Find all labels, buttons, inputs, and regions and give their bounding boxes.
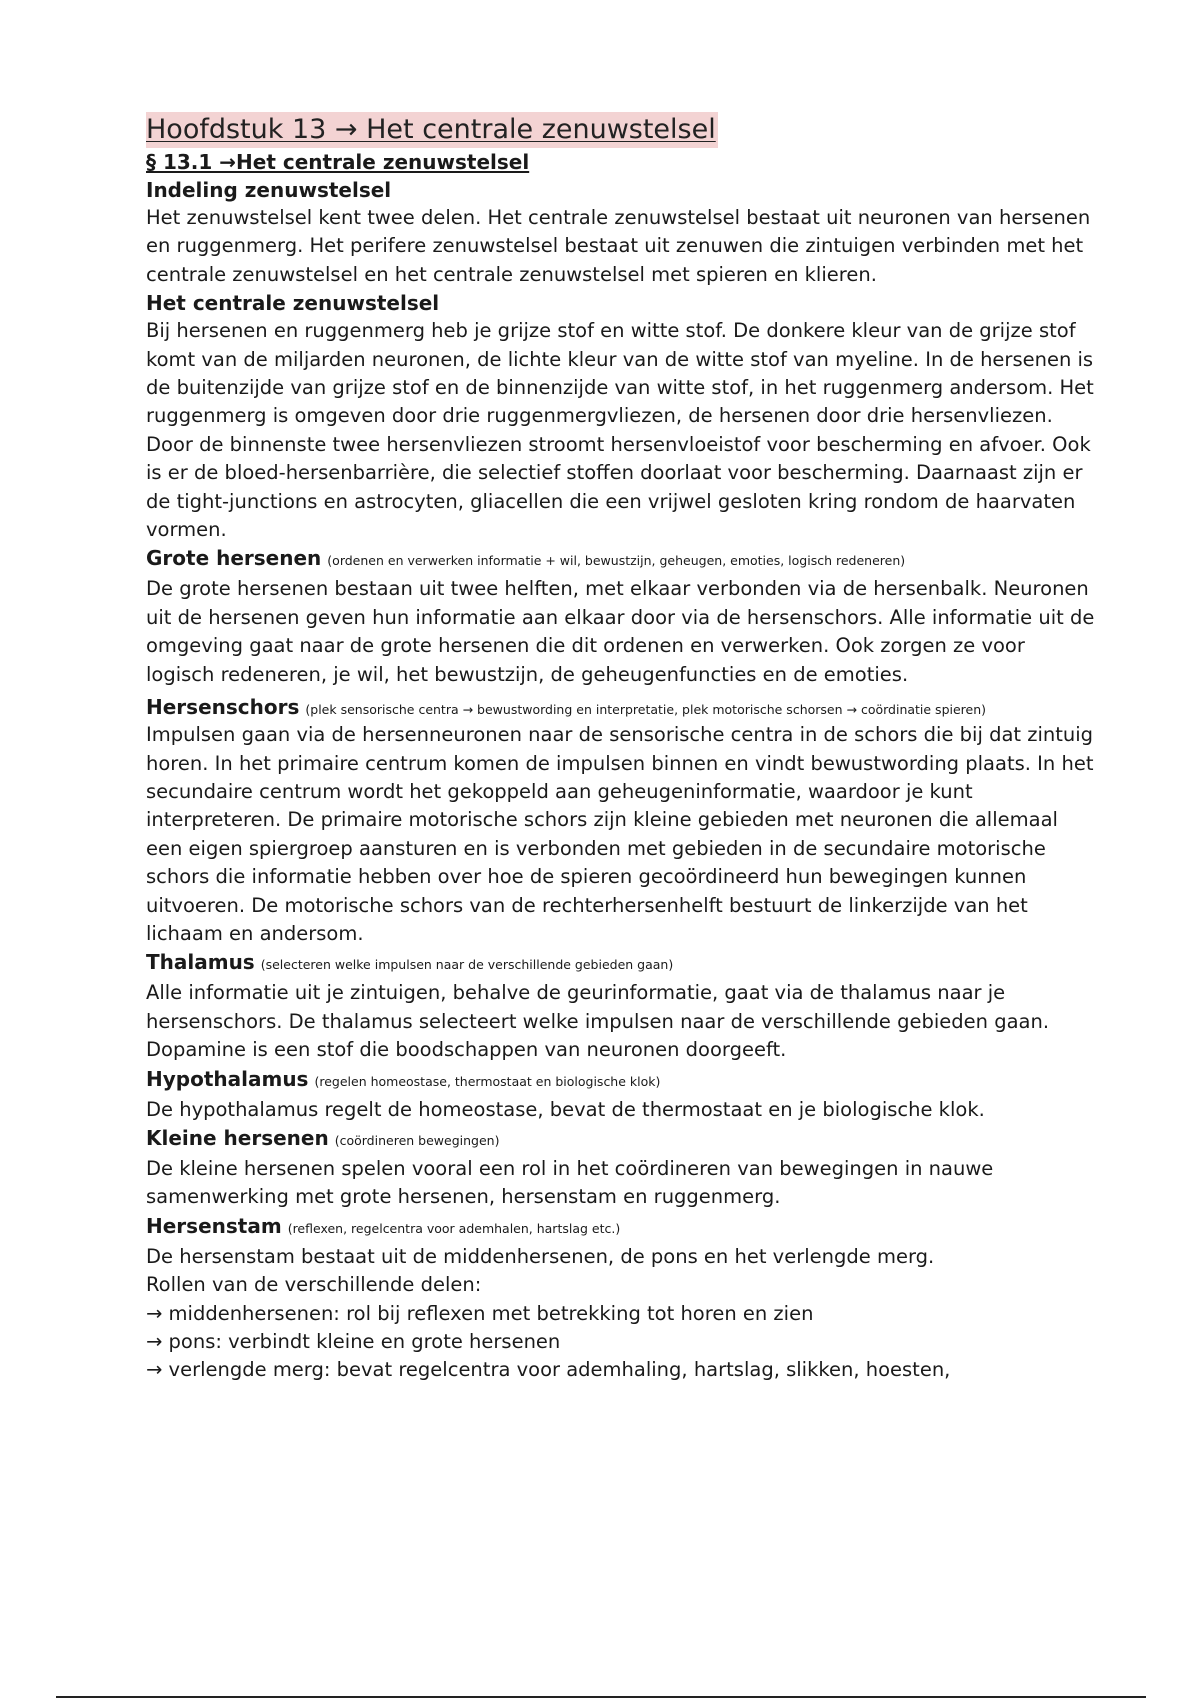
subheading-text: Thalamus (146, 950, 255, 975)
page-title: Hoofdstuk 13 → Het centrale zenuwstelsel (146, 112, 718, 148)
subheading-note: (regelen homeostase, thermostaat en biologische klok) (314, 1073, 661, 1089)
block-grote-hersenen (146, 544, 1096, 689)
subheading-text: Kleine hersenen (146, 1125, 329, 1150)
roles-intro: Rollen van de verschillende delen: (146, 1273, 482, 1297)
block-hypothalamus (146, 1065, 1096, 1124)
block-hersenschors (146, 693, 1096, 948)
block-centrale-zenuwstelsel (146, 289, 1096, 544)
subheading-text: Het centrale zenuwstelsel (146, 291, 440, 316)
list-item: → verlengde merg: bevat regelcentra voor ademhaling, hartslag, slikken, hoesten, (146, 1358, 951, 1382)
block-hersenstam (146, 1212, 1096, 1385)
paragraph: Het zenuwstelsel kent twee delen. Het centrale zenuwstelsel bestaat uit neuronen van hersenen en ruggenmerg. Het perifere zenuwstelsel bestaat uit zenuwen die zintuigen verbinden met het centrale zenuwstelsel en het centrale zenuwstelsel met spieren en klieren. (146, 206, 1091, 286)
subheading (146, 1212, 1096, 1243)
block-indeling (146, 176, 1096, 289)
paragraph: De hersenstam bestaat uit de middenhersenen, de pons en het verlengde merg. (146, 1244, 935, 1268)
section-heading: § 13.1 →Het centrale zenuwstelsel (146, 150, 530, 174)
subheading-text: Indeling zenuwstelsel (146, 178, 392, 202)
subheading-text: Hypothalamus (146, 1066, 309, 1091)
subheading (146, 948, 1096, 979)
list-item: → pons: verbindt kleine en grote hersenen (146, 1330, 561, 1353)
subheading (146, 176, 1096, 204)
paragraph: Bij hersenen en ruggenmerg heb je grijze stof en witte stof. De donkere kleur van de grijze stof komt van de miljarden neuronen, de lichte kleur van de witte stof van myeline. In de hersenen is de buitenzijde van grijze stof en de binnenzijde van witte stof, in het ruggenmerg andersom. Het ruggenmerg is omgeven door drie ruggenmergvliezen, de hersenen door drie hersenvliezen. Door de binnenste twee hersenvliezen stroomt hersenvloeistof voor bescherming en afvoer. Ook is er de bloed-hersenbarrière, die selectief stoffen doorlaat voor bescherming. Daarnaast zijn er de tight-junctions en astrocyten, gliacellen die een vrijwel gesloten kring rondom de haarvaten vormen. (146, 319, 1094, 542)
subheading (146, 1065, 1096, 1096)
subheading-note: (coördineren bewegingen) (334, 1132, 500, 1148)
subheading (146, 1124, 1096, 1155)
subheading (146, 544, 1096, 575)
document-page (146, 112, 1096, 1385)
block-thalamus (146, 948, 1096, 1064)
subheading (146, 289, 1096, 317)
subheading-text: Hersenschors (146, 695, 300, 720)
paragraph: De kleine hersenen spelen vooral een rol in het coördineren van bewegingen in nauwe samenwerking met grote hersenen, hersenstam en ruggenmerg. (146, 1156, 994, 1209)
paragraph: Alle informatie uit je zintuigen, behalve de geurinformatie, gaat via de thalamus naar je hersenschors. De thalamus selecteert welke impulsen naar de verschillende gebieden gaan. Dopamine is een stof die boodschappen van neuronen doorgeeft. (146, 981, 1050, 1062)
paragraph: Impulsen gaan via de hersenneuronen naar de sensorische centra in de schors die bij dat zintuig horen. In het primaire centrum komen de impulsen binnen en vindt bewustwording plaats. In het secundaire centrum wordt het gekoppeld aan geheugeninformatie, waardoor je kunt interpreteren. De primaire motorische schors zijn kleine gebieden met neuronen die allemaal een eigen spiergroep aansturen en is verbonden met gebieden in de secundaire motorische schors die informatie hebben over hoe de spieren gecoördineerd hun bewegingen kunnen uitvoeren. De motorische schors van de rechterhersenhelft bestuurt de linkerzijde van het lichaam en andersom. (146, 723, 1094, 945)
paragraph: De grote hersenen bestaan uit twee helften, met elkaar verbonden via de hersenbalk. Neuronen uit de hersenen geven hun informatie aan elkaar door via de hersenschors. Alle informatie uit de omgeving gaat naar de grote hersenen die dit ordenen en verwerken. Ook zorgen ze voor logisch redeneren, je wil, het bewustzijn, de geheugenfuncties en de emoties. (146, 577, 1095, 686)
subheading (146, 693, 1096, 721)
subheading-note: (reflexen, regelcentra voor ademhalen, hartslag etc.) (287, 1220, 621, 1236)
subheading-text: Hersenstam (146, 1213, 282, 1238)
list-item: → middenhersenen: rol bij reflexen met betrekking tot horen en zien (146, 1301, 814, 1325)
subheading-note: (selecteren welke impulsen naar de verschillende gebieden gaan) (260, 957, 674, 973)
subheading-note: (plek sensorische centra → bewustwording en interpretatie, plek motorische schorsen → coördinatie spieren) (305, 702, 987, 718)
block-kleine-hersenen (146, 1124, 1096, 1212)
footer-divider (56, 1696, 1146, 1698)
subheading-note: (ordenen en verwerken informatie + wil, bewustzijn, geheugen, emoties, logisch redeneren) (327, 553, 906, 569)
subheading-text: Grote hersenen (146, 546, 322, 571)
paragraph: De hypothalamus regelt de homeostase, bevat de thermostaat en je biologische klok. (146, 1097, 985, 1121)
